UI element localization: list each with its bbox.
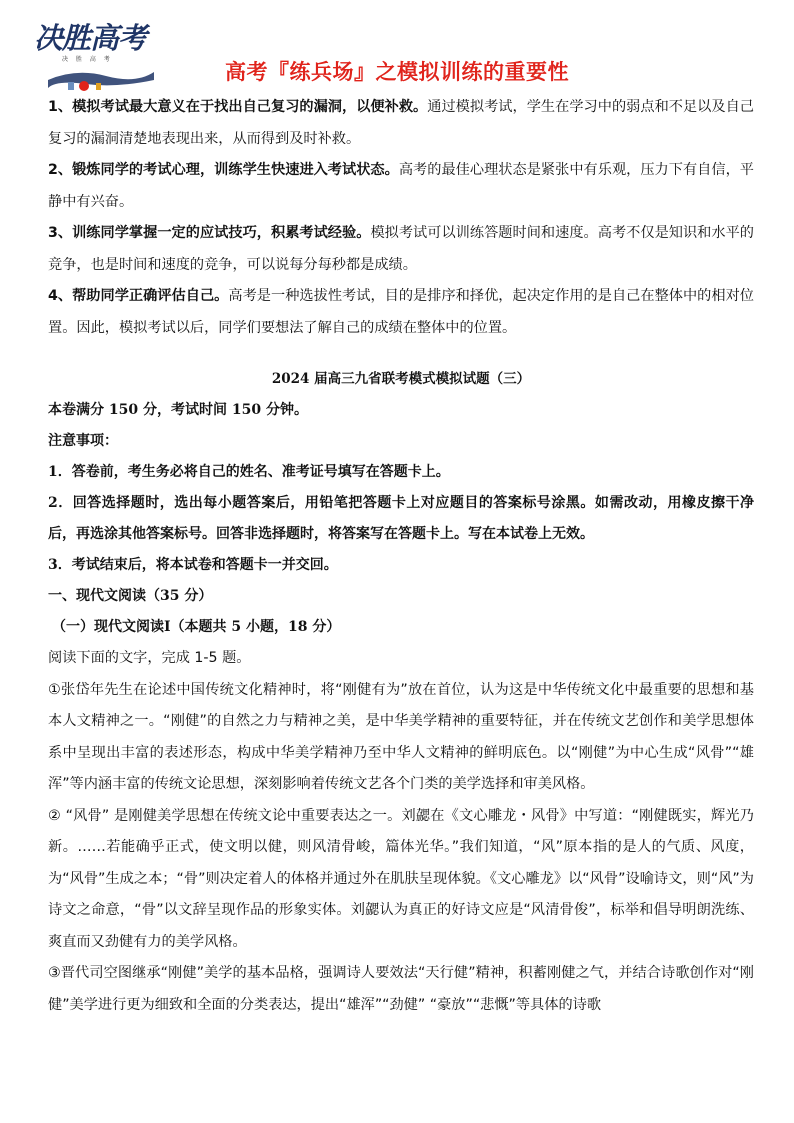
importance-body: 模拟考试可以训练答题时间和速度。高考不仅是知识和水平的竞争，也是时间和速度的竞争，可以说每分每秒都是成绩。 — [48, 225, 754, 273]
passage-paragraph: ①张岱年先生在论述中国传统文化精神时，将“刚健有为”放在首位，认为这是中华传统文化中最重要的思想和基本人文精神之一。“刚健”的自然之力与精神之美，是中华美学精神的重要特征，并在传统文艺创作和美学思想体系中呈现出丰富的表述形态，构成中华美学精神乃至中华人文精神的鲜明底色。以“刚健”为中心生成“风骨”“雄浑”等内涵丰富的传统文论思想，深刻影响着传统文艺各个门类的美学选择和审美风格。 — [48, 681, 754, 792]
passage-paragraph: ③晋代司空图继承“刚健”美学的基本品格，强调诗人要效法“天行健”精神，积蓄刚健之气，并结合诗歌创作对“刚健”美学进行更为细致和全面的分类表达，提出“雄浑”“劲健” “豪放”“悲慨”等具体的诗歌 — [48, 965, 754, 1013]
importance-lead: 3、训练同学掌握一定的应试技巧，积累考试经验。 — [48, 225, 371, 241]
exam-title: 2024 届高三九省联考模式模拟试题（三） — [271, 371, 531, 387]
importance-body: 通过模拟考试，学生在学习中的弱点和不足以及自己复习的漏洞清楚地表现出来，从而得到及时补救。 — [48, 99, 754, 147]
importance-lead: 4、帮助同学正确评估自己。 — [48, 288, 229, 304]
section-heading: 一、现代文阅读（35 分） — [48, 588, 213, 604]
note-item: 3．考试结束后，将本试卷和答题卡一并交回。 — [48, 557, 338, 573]
note-item: 1．答卷前，考生务必将自己的姓名、准考证号填写在答题卡上。 — [48, 464, 450, 480]
passage-paragraph: ② “风骨” 是刚健美学思想在传统文论中重要表达之一。刘勰在《文心雕龙・风骨》中写道：“刚健既实，辉光乃新。……若能确乎正式，使文明以健，则风清骨峻，篇体光华。”我们知道，“风”原本指的是人的气质、风度，为“风骨”生成之本；“骨”则决定着人的体格并通过外在肌肤呈现体貌。《文心雕龙》以“风骨”设喻诗文，则“风”为诗文之命意，“骨”以文辞呈现作品的形象实体。刘勰认为真正的好诗文应是“风清骨俊”，标举和倡导明朗洗练、爽直而又劲健有力的美学风格。 — [48, 807, 754, 950]
instruction: 阅读下面的文字，完成 1-5 题。 — [48, 650, 251, 666]
note-item: 2．回答选择题时，选出每小题答案后，用铅笔把答题卡上对应题目的答案标号涂黑。如需改动，用橡皮擦干净后，再选涂其他答案标号。回答非选择题时，将答案写在答题卡上。写在本试卷上无效。 — [48, 495, 754, 542]
importance-item — [48, 218, 754, 281]
score-time: 本卷满分 150 分，考试时间 150 分钟。 — [48, 402, 308, 418]
importance-body: 高考是一种选拔性考试，目的是排序和择优，起决定作用的是自己在整体中的相对位置。因此，模拟考试以后，同学们要想法了解自己的成绩在整体中的位置。 — [48, 288, 754, 336]
importance-item — [48, 281, 754, 344]
importance-lead: 1、模拟考试最大意义在于找出自己复习的漏洞，以便补救。 — [48, 99, 428, 115]
notes-heading: 注意事项： — [48, 433, 118, 449]
subsection-heading: （一）现代文阅读Ⅰ（本题共 5 小题，18 分） — [52, 619, 341, 635]
importance-lead: 2、锻炼同学的考试心理，训练学生快速进入考试状态。 — [48, 162, 399, 178]
importance-item — [48, 155, 754, 218]
importance-list — [48, 92, 754, 344]
importance-body: 高考的最佳心理状态是紧张中有乐观，压力下有自信，平静中有兴奋。 — [48, 162, 754, 210]
logo-text: 决胜高考 — [34, 21, 147, 55]
importance-item — [48, 92, 754, 155]
exam-section — [48, 364, 754, 1021]
page-title: 高考『练兵场』之模拟训练的重要性 — [225, 60, 569, 84]
logo-subtext: 决 胜 高 考 — [62, 56, 113, 63]
